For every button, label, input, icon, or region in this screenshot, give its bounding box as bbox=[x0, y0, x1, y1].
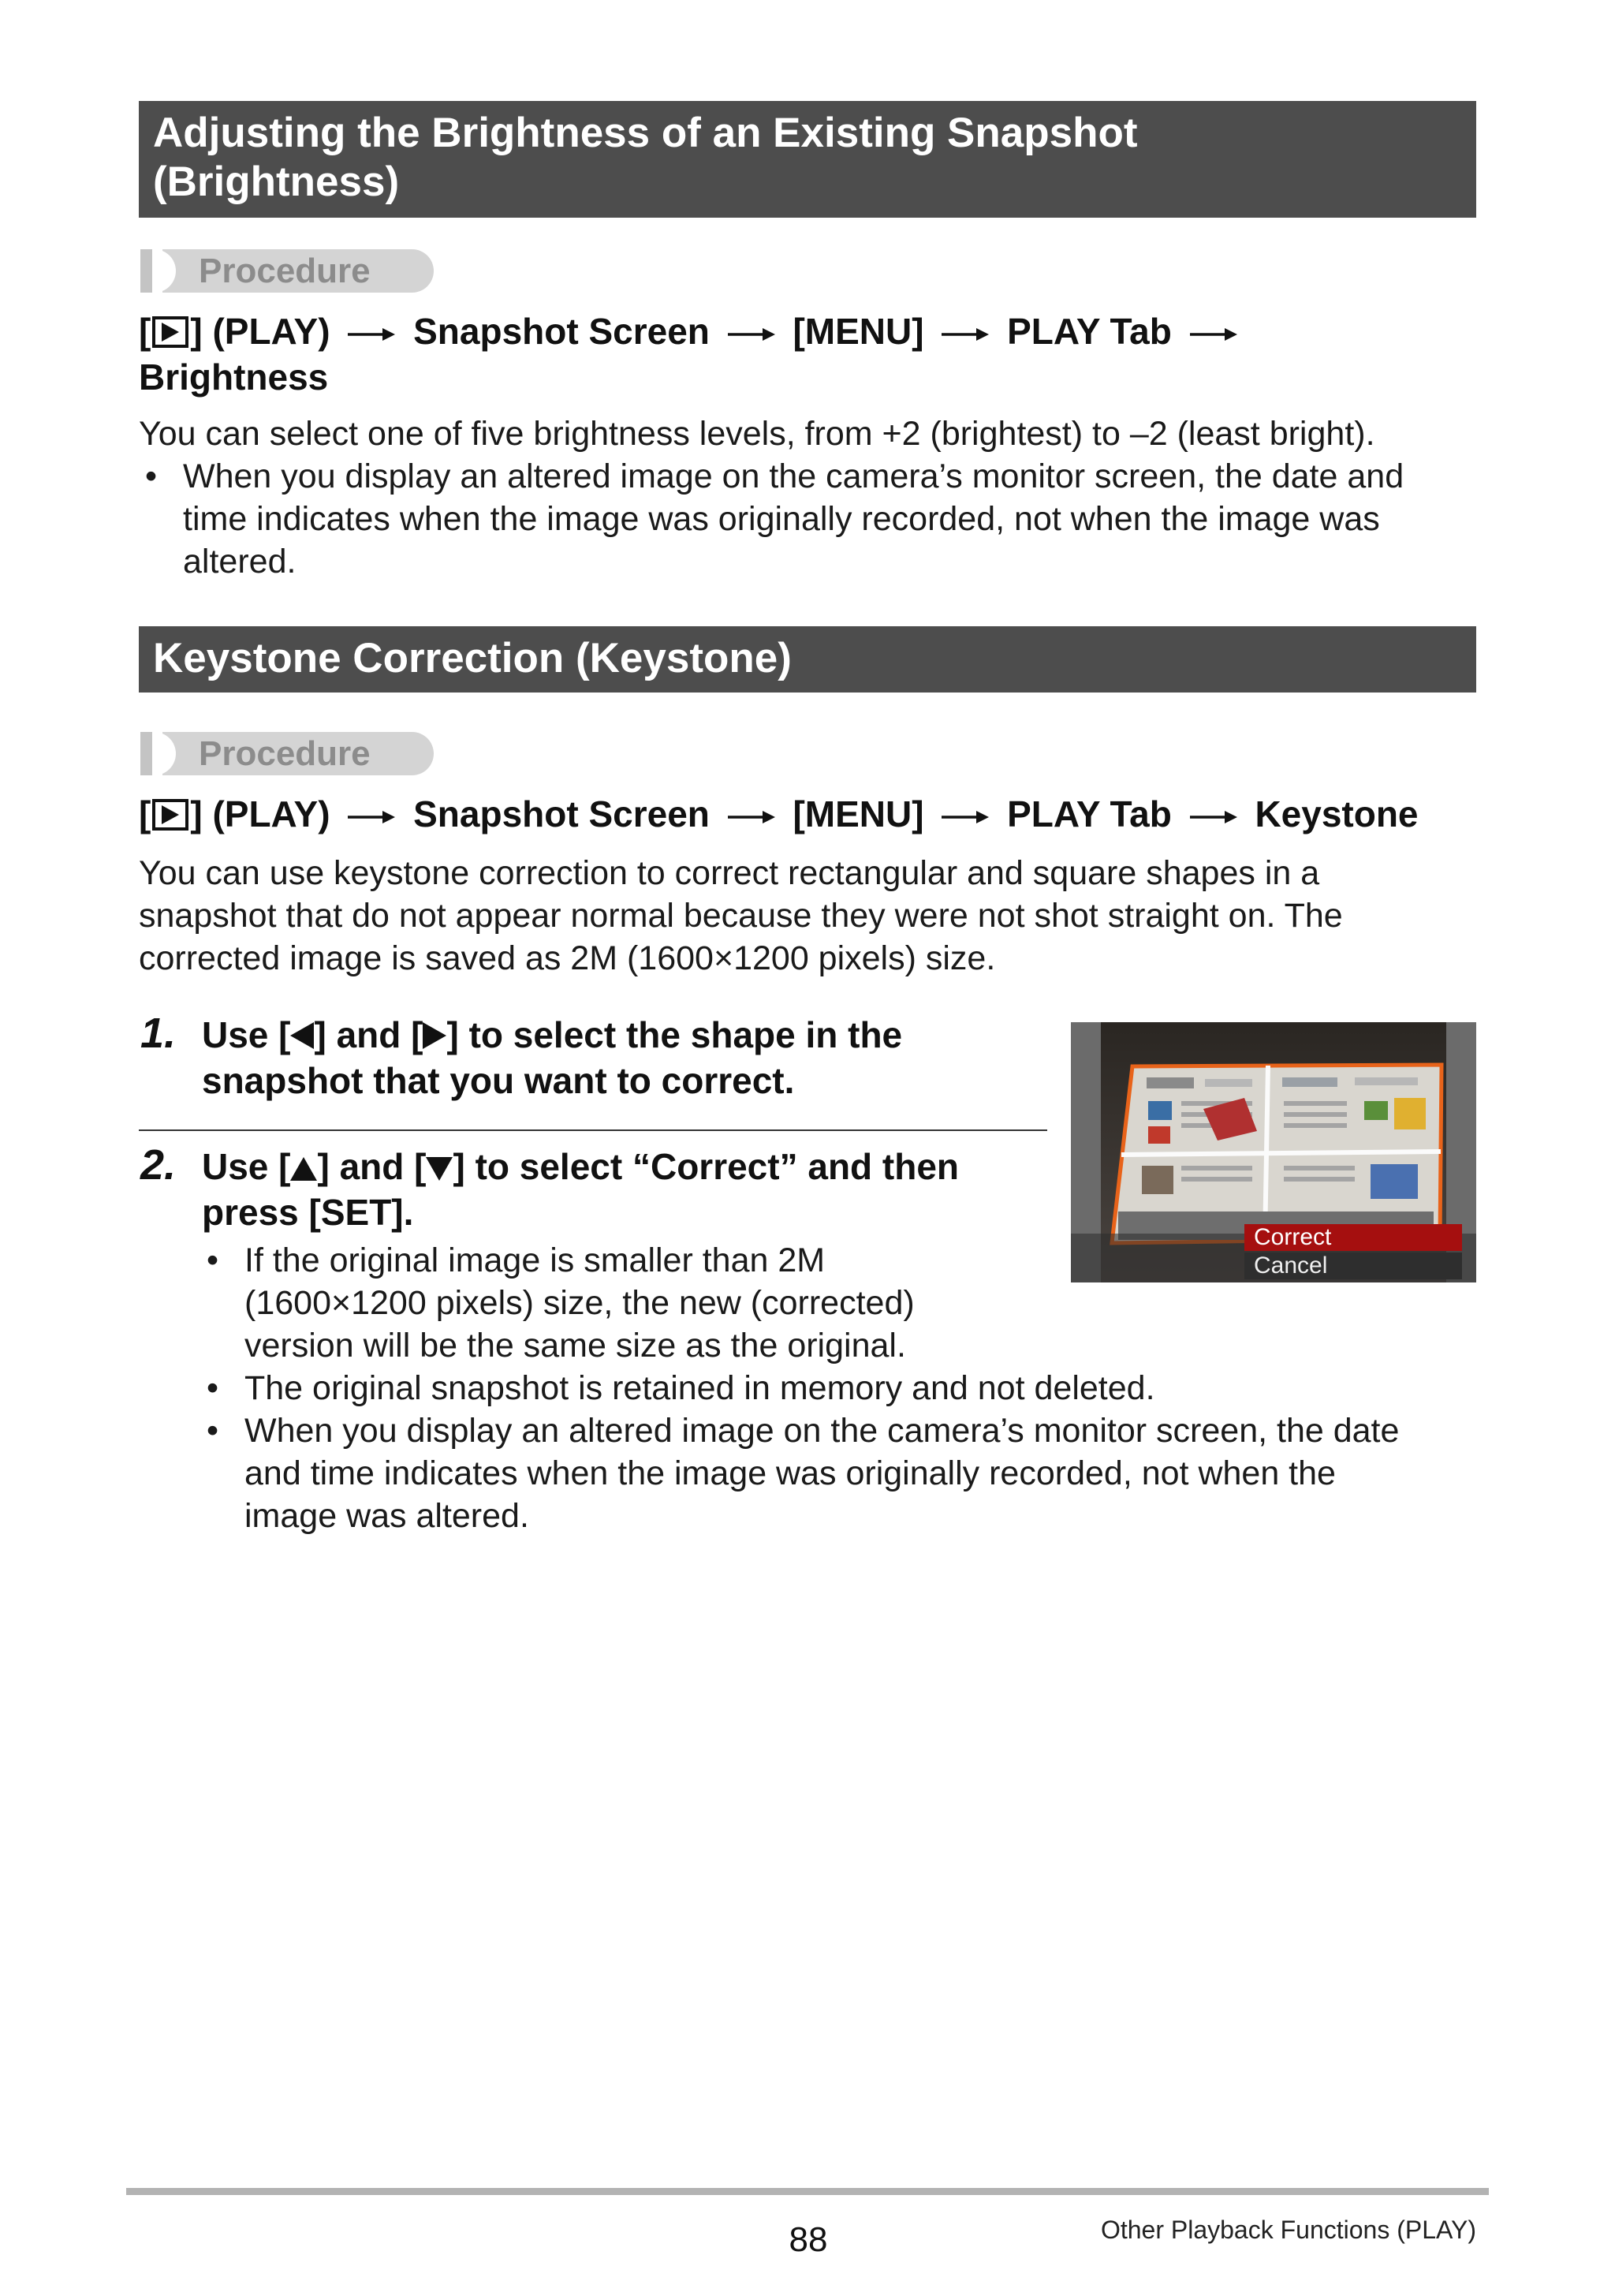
note-line: When you display an altered image on the camera’s monitor screen, the date bbox=[244, 1412, 1400, 1450]
keystone-description-line: corrected image is saved as 2M (1600×1200 pixels) size. bbox=[139, 939, 996, 977]
step-number: 1. bbox=[140, 1010, 177, 1057]
left-triangle-icon bbox=[290, 1022, 314, 1049]
bullet-mark: • bbox=[207, 1412, 219, 1450]
brightness-note bbox=[145, 455, 1486, 583]
note-line: and time indicates when the image was originally recorded, not when the bbox=[244, 1454, 1336, 1492]
path-menu: [MENU] bbox=[793, 793, 924, 834]
procedure-path: [ ] (PLAY) Snapshot Screen [MENU] PLAY Tab Keystone bbox=[139, 793, 1419, 834]
right-arrow-icon bbox=[348, 809, 395, 825]
step-2-note bbox=[207, 1239, 1074, 1367]
chapter-title: Other Playback Functions (PLAY) bbox=[1100, 2216, 1476, 2244]
up-triangle-icon bbox=[290, 1157, 317, 1181]
section-header-keystone bbox=[139, 626, 1476, 693]
section-title-line1: Adjusting the Brightness of an Existing Snapshot bbox=[153, 110, 1138, 156]
right-arrow-icon bbox=[728, 809, 775, 825]
right-arrow-icon bbox=[1190, 809, 1237, 825]
right-arrow-icon bbox=[348, 327, 395, 342]
note-line: The original snapshot is retained in memory and not deleted. bbox=[244, 1369, 1155, 1407]
step-2-note bbox=[207, 1409, 1484, 1537]
path-menu: [MENU] bbox=[793, 311, 924, 352]
footer-rule bbox=[126, 2188, 1489, 2195]
page-number: 88 bbox=[789, 2220, 828, 2259]
camera-monitor-screenshot bbox=[1071, 1022, 1476, 1282]
right-arrow-icon bbox=[728, 327, 775, 342]
step-1-text: Use [ ] and [ ] to select the shape in the bbox=[202, 1014, 903, 1055]
path-screen: Snapshot Screen bbox=[413, 311, 710, 352]
procedure-tab bbox=[140, 249, 434, 293]
path-item: Keystone bbox=[1255, 793, 1419, 834]
step-divider bbox=[139, 1129, 1047, 1131]
section-title: Keystone Correction (Keystone) bbox=[153, 635, 792, 681]
note-line: version will be the same size as the original. bbox=[244, 1327, 906, 1365]
right-arrow-icon bbox=[942, 809, 989, 825]
keystone-description-line: You can use keystone correction to correct rectangular and square shapes in a bbox=[139, 854, 1320, 892]
bullet-mark: • bbox=[207, 1369, 219, 1407]
note-line: (1600×1200 pixels) size, the new (corrected) bbox=[244, 1284, 915, 1322]
right-arrow-icon bbox=[1190, 327, 1237, 342]
note-line: altered. bbox=[183, 543, 297, 581]
step-1-text-line2: snapshot that you want to correct. bbox=[202, 1060, 795, 1101]
step-2-text: Use [ ] and [ ] to select “Correct” and then bbox=[202, 1146, 960, 1187]
note-line: If the original image is smaller than 2M bbox=[244, 1241, 826, 1279]
down-triangle-icon bbox=[426, 1157, 453, 1181]
procedure-tab bbox=[140, 732, 434, 775]
procedure-label: Procedure bbox=[199, 734, 371, 773]
menu-option-correct[interactable]: Correct bbox=[1244, 1224, 1462, 1251]
menu-option-cancel[interactable]: Cancel bbox=[1244, 1253, 1462, 1279]
path-play: (PLAY) bbox=[212, 793, 330, 834]
path-screen: Snapshot Screen bbox=[413, 793, 710, 834]
right-triangle-icon bbox=[423, 1022, 446, 1049]
path-tab: PLAY Tab bbox=[1007, 793, 1172, 834]
note-line: image was altered. bbox=[244, 1497, 529, 1535]
step-number: 2. bbox=[140, 1141, 177, 1189]
brightness-description: You can select one of five brightness levels, from +2 (brightest) to –2 (least bright). bbox=[139, 415, 1375, 453]
right-arrow-icon bbox=[942, 327, 989, 342]
procedure-label: Procedure bbox=[199, 252, 371, 290]
step-2-text-line2: press [SET]. bbox=[202, 1192, 414, 1233]
path-play: (PLAY) bbox=[212, 311, 330, 352]
step-2-note bbox=[207, 1367, 1484, 1409]
section-header-brightness bbox=[139, 101, 1476, 218]
keystone-description-line: snapshot that do not appear normal because they were not shot straight on. The bbox=[139, 897, 1343, 935]
play-button-icon bbox=[152, 799, 188, 831]
section-title-line2: (Brightness) bbox=[153, 159, 400, 205]
bullet-mark: • bbox=[207, 1241, 219, 1279]
play-button-icon bbox=[152, 316, 188, 348]
note-line: When you display an altered image on the camera’s monitor screen, the date and bbox=[183, 457, 1404, 495]
bullet-mark: • bbox=[145, 457, 158, 495]
procedure-path: [ ] (PLAY) Snapshot Screen [MENU] PLAY Tab bbox=[139, 308, 1245, 354]
note-line: time indicates when the image was originally recorded, not when the image was bbox=[183, 500, 1380, 538]
path-tab: PLAY Tab bbox=[1007, 311, 1172, 352]
path-item: Brightness bbox=[139, 357, 329, 398]
